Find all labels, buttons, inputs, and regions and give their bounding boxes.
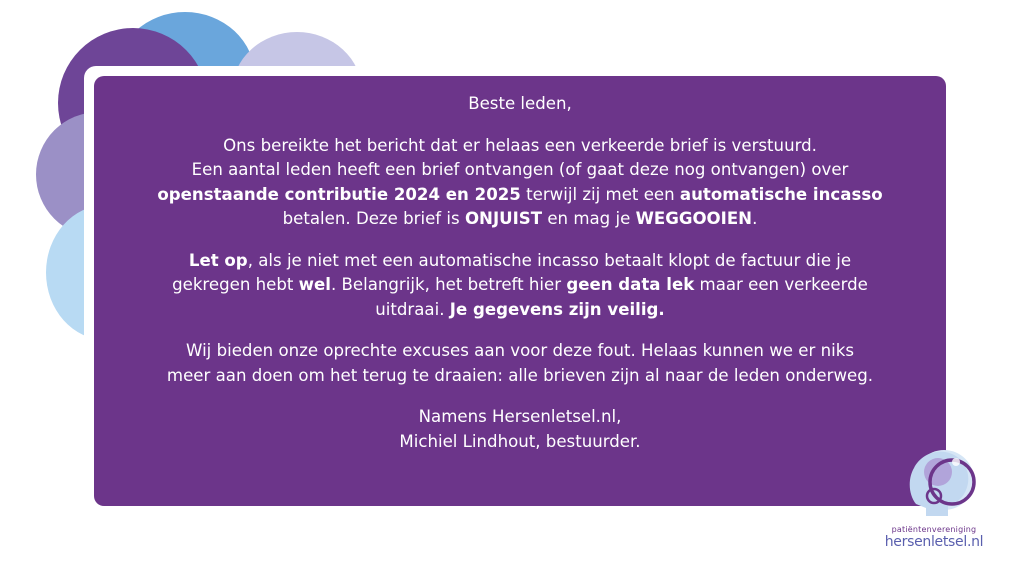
text-line: Wij bieden onze oprechte excuses aan voor deze fout. Helaas kunnen we er niks [186, 341, 854, 360]
hersenletsel-logo [884, 442, 994, 558]
text-segment: . Belangrijk, het betreft hier [330, 275, 567, 294]
text-line: Ons bereikte het bericht dat er helaas een verkeerde brief is verstuurd. [223, 135, 817, 155]
bold-text: wel [298, 275, 331, 294]
logo-brand: hersenletsel.nl [884, 534, 984, 550]
signature [112, 405, 928, 454]
bold-text: automatische incasso [679, 184, 883, 204]
text-segment: uitdraai. [375, 299, 450, 319]
bold-text: Let op [188, 250, 248, 270]
bold-text: WEGGOOIEN [635, 209, 753, 228]
text-line: meer aan doen om het terug te draaien: alle brieven zijn al naar de leden onderweg. [166, 365, 874, 385]
signature-line: Michiel Lindhout, bestuurder. [399, 431, 641, 451]
bold-text: geen data lek [566, 275, 695, 294]
text-segment: . [752, 209, 758, 228]
text-segment: , als je niet met een automatische incasso betaalt klopt de factuur die je [247, 250, 852, 270]
bold-text: ONJUIST [464, 209, 543, 228]
text-segment: betalen. Deze brief is [282, 209, 465, 228]
paragraph-let-op [112, 249, 928, 323]
announcement-card [94, 76, 946, 506]
paragraph-wrong-letter [112, 134, 928, 232]
text-segment: gekregen hebt [172, 275, 299, 294]
head-profile-logo-icon [894, 442, 980, 520]
text-segment: maar een verkeerde [694, 275, 868, 294]
bold-text: openstaande contributie 2024 en 2025 [157, 184, 521, 204]
text-line: Een aantal leden heeft een brief ontvangen (of gaat deze nog ontvangen) over [191, 160, 849, 179]
text-segment: en mag je [542, 209, 636, 228]
text-segment: terwijl zij met een [520, 184, 680, 204]
signature-line: Namens Hersenletsel.nl, [418, 407, 622, 426]
bold-text: Je gegevens zijn veilig. [449, 299, 665, 319]
greeting: Beste leden, [468, 94, 572, 113]
paragraph-apology [112, 339, 928, 388]
logo-tagline: patiëntenvereniging [891, 525, 977, 534]
